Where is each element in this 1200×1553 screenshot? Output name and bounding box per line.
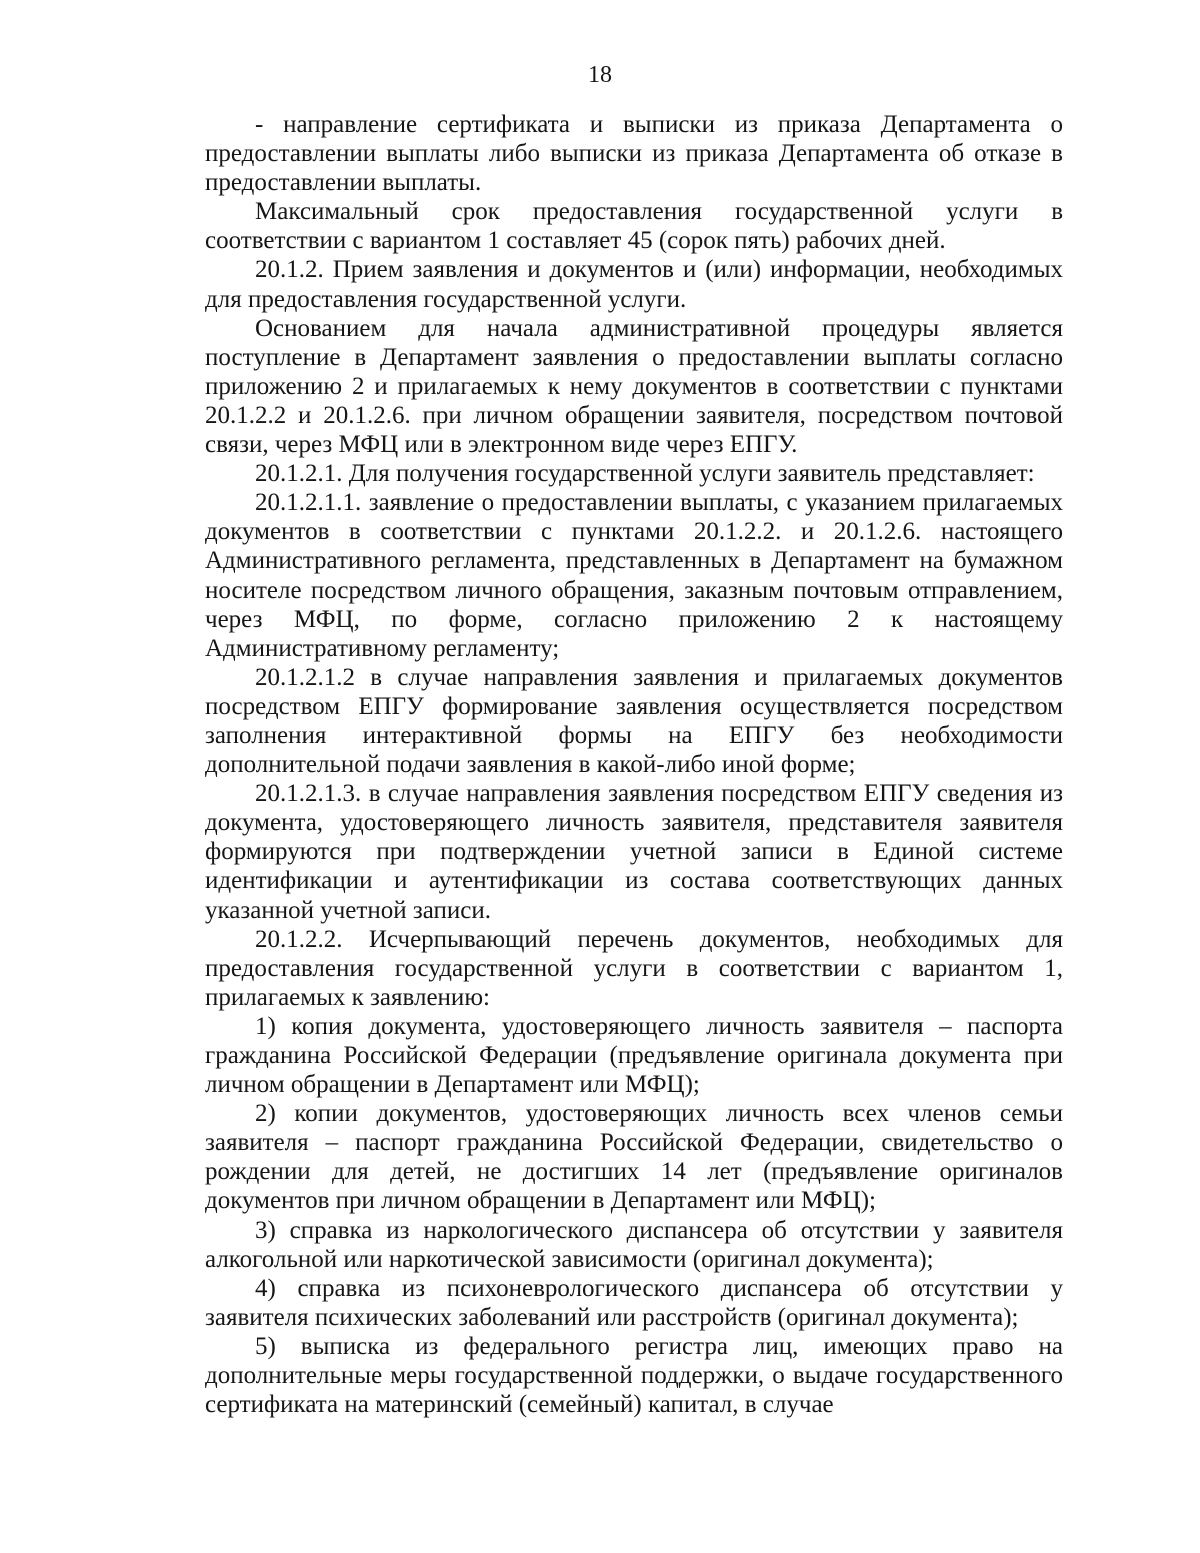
paragraph-section-20-1-2-1-2: 20.1.2.1.2 в случае направления заявления и прилагаемых документов посредством ЕПГУ формирование заявления осуществляется посредством заполнения интерактивной формы на ЕПГУ без необходимости дополнительной подачи заявления в какой-либо иной форме; bbox=[205, 663, 1063, 779]
list-item-2: 2) копии документов, удостоверяющих личность всех членов семьи заявителя – паспорт гражданина Российской Федерации, свидетельство о рождении для детей, не достигших 14 лет (предъявление оригиналов документов при личном обращении в Департамент или МФЦ); bbox=[205, 1100, 1063, 1215]
paragraph-section-20-1-2-1-1: 20.1.2.1.1. заявление о предоставлении выплаты, с указанием прилагаемых документов в соответствии с пунктами 20.1.2.2. и 20.1.2.6. настоящего Административного регламента, представленных в Департамент на бумажном носителе посредством личного обращения, заказным почтовым отправлением, через МФЦ, по форме, согласно приложению 2 к настоящему Административному регламенту; bbox=[205, 489, 1063, 662]
list-item-4: 4) справка из психоневрологического диспансера об отсутствии у заявителя психических заболеваний или расстройств (оригинал документа); bbox=[205, 1274, 1063, 1331]
list-item-1: 1) копия документа, удостоверяющего личность заявителя – паспорта гражданина Российской Федерации (предъявление оригинала документа при личном обращении в Департамент или МФЦ); bbox=[205, 1012, 1063, 1099]
paragraph-section-20-1-2: 20.1.2. Прием заявления и документов и (или) информации, необходимых для предоставления государственной услуги. bbox=[205, 256, 1063, 313]
paragraph-section-20-1-2-2: 20.1.2.2. Исчерпывающий перечень документов, необходимых для предоставления государственной услуги в соответствии с вариантом 1, прилагаемых к заявлению: bbox=[205, 925, 1063, 1011]
paragraph-certificate-delivery: - направление сертификата и выписки из приказа Департамента о предоставлении выплаты либо выписки из приказа Департамента об отказе в предоставлении выплаты. bbox=[205, 111, 1063, 197]
list-item-5: 5) выписка из федерального регистра лиц, имеющих право на дополнительные меры государственной поддержки, о выдаче государственного сертификата на материнский (семейный) капитал, в случае bbox=[205, 1332, 1063, 1419]
paragraph-grounds: Основанием для начала административной процедуры является поступление в Департамент заявления о предоставлении выплаты согласно приложению 2 и прилагаемых к нему документов в соответствии с пунктами 20.1.2.2 и 20.1.2.6. при личном обращении заявителя, посредством почтовой связи, через МФЦ или в электронном виде через ЕПГУ. bbox=[205, 314, 1063, 459]
document-body bbox=[205, 110, 1063, 1419]
paragraph-section-20-1-2-1: 20.1.2.1. Для получения государственной услуги заявитель представляет: bbox=[255, 460, 1035, 488]
page-number: 18 bbox=[588, 62, 612, 88]
paragraph-section-20-1-2-1-3: 20.1.2.1.3. в случае направления заявления посредством ЕПГУ сведения из документа, удостоверяющего личность заявителя, представителя заявителя формируются при подтверждении учетной записи в Единой системе идентификации и аутентификации из состава соответствующих данных указанной учетной записи. bbox=[205, 780, 1063, 924]
list-item-3: 3) справка из наркологического диспансера об отсутствии у заявителя алкогольной или наркотической зависимости (оригинал документа); bbox=[205, 1216, 1063, 1273]
paragraph-max-term: Максимальный срок предоставления государственной услуги в соответствии с вариантом 1 составляет 45 (сорок пять) рабочих дней. bbox=[205, 198, 1063, 255]
